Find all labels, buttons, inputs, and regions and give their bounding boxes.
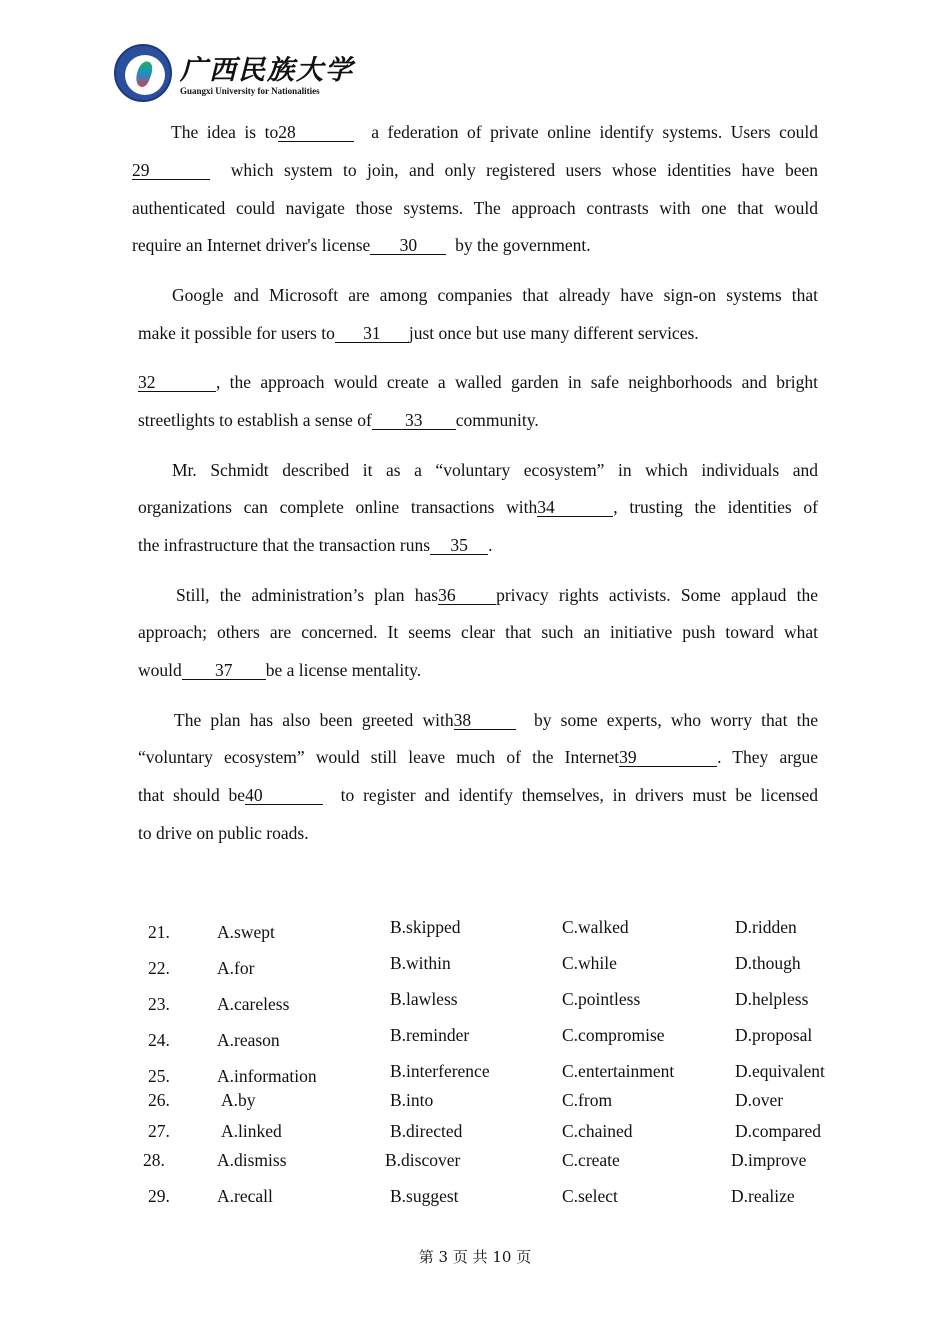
passage-text: . [488,535,493,555]
option-b: B.discover [385,1150,461,1170]
logo-english-name: Guangxi University for Nationalities [180,86,320,96]
option-d: D.over [735,1090,784,1110]
question-number: 23. [148,994,170,1014]
option-c: C.pointless [562,989,641,1009]
passage-text: , trusting the identities of [613,497,818,517]
option-c: C.chained [562,1121,633,1141]
option-c: C.while [562,953,617,973]
passage-line [138,534,492,556]
passage-text: make it possible for users to [138,323,335,343]
option-a: A.reason [217,1030,280,1050]
answer-blank: 39 [619,748,717,767]
answer-blank: 30 [370,236,446,255]
question-number: 26. [148,1090,170,1110]
option-b: B.suggest [390,1186,459,1206]
answer-blank: 35 [430,536,488,555]
option-c: C.entertainment [562,1061,675,1081]
passage-line [171,121,818,143]
passage-text: by the government. [446,235,591,255]
passage-text: The idea is to [171,122,279,142]
passage-line [132,234,591,256]
passage-text: be a license mentality. [265,660,422,680]
passage-line [138,371,818,393]
passage-line [172,459,818,481]
passage-line [138,822,309,844]
option-c: C.create [562,1150,620,1170]
option-d: D.improve [731,1150,807,1170]
option-b: B.reminder [390,1025,470,1045]
option-d: D.realize [731,1186,795,1206]
passage-text: “voluntary ecosystem” would still leave much of the Internet [138,747,620,767]
passage-text: , the approach would create a walled garden in safe neighborhoods and bright [216,372,818,392]
logo-chinese-name: 广西民族大学 [180,55,354,86]
option-b: B.within [390,953,451,973]
option-a: A.for [217,958,255,978]
passage-text: require an Internet driver's license [132,235,371,255]
option-b: B.skipped [390,917,461,937]
passage-line [138,784,818,806]
option-b: B.lawless [390,989,458,1009]
answer-blank: 36 [438,586,496,605]
question-number: 27. [148,1121,170,1141]
passage-text: . They argue [717,747,818,767]
answer-blank: 37 [182,661,266,680]
option-d: D.proposal [735,1025,813,1045]
option-a: A.information [217,1066,317,1086]
answer-blank: 29 [132,161,210,180]
question-number: 24. [148,1030,170,1050]
passage-line [138,409,539,431]
passage-text: just once but use many different services. [408,323,699,343]
answer-blank: 33 [372,411,456,430]
question-number: 25. [148,1066,170,1086]
passage-text: Still, the administration’s plan has [176,585,439,605]
passage-line [172,284,818,306]
passage-line [174,709,818,731]
passage-text: privacy rights activists. Some applaud the [496,585,818,605]
passage-text: to register and identify themselves, in drivers must be licensed [323,785,819,805]
page-number: 第 3 页 共 10 页 [418,1248,532,1266]
passage-line [176,584,818,606]
passage-line [138,496,818,518]
question-number: 22. [148,958,170,978]
option-d: D.helpless [735,989,809,1009]
university-logo [114,44,354,102]
passage-text: organizations can complete online transactions with [138,497,538,517]
passage-text: community. [455,410,539,430]
option-a: A.dismiss [217,1150,287,1170]
option-a: A.careless [217,994,290,1014]
question-number: 28. [143,1150,165,1170]
passage-text: the infrastructure that the transaction runs [138,535,431,555]
passage-text: a federation of private online identify systems. Users could [354,122,818,142]
passage-text: Google and Microsoft are among companies that already have sign-on systems that [172,285,818,305]
passage-text: to drive on public roads. [138,823,309,843]
passage-line [138,621,818,643]
answer-blank: 34 [537,498,613,517]
passage-line [138,659,421,681]
option-c: C.select [562,1186,618,1206]
passage-line [132,197,818,219]
university-seal-icon [114,44,172,102]
passage-text: which system to join, and only registered users whose identities have been [210,160,818,180]
passage-text: streetlights to establish a sense of [138,410,372,430]
passage-text: by some experts, who worry that the [515,710,818,730]
passage-text: that should be [138,785,246,805]
passage-text: Mr. Schmidt described it as a “voluntary ecosystem” in which individuals and [172,460,818,480]
option-a: A.recall [217,1186,273,1206]
answer-blank: 28 [278,123,354,142]
answer-blank: 38 [454,711,516,730]
passage-text: approach; others are concerned. It seems clear that such an initiative push toward what [138,622,818,642]
option-d: D.compared [735,1121,822,1141]
option-a: A.by [221,1090,256,1110]
question-number: 29. [148,1186,170,1206]
answer-blank: 40 [245,786,323,805]
option-c: C.walked [562,917,629,937]
passage-line [132,159,818,181]
option-d: D.ridden [735,917,797,937]
option-c: C.compromise [562,1025,665,1045]
option-c: C.from [562,1090,613,1110]
passage-text: The plan has also been greeted with [174,710,454,730]
passage-text: would [138,660,182,680]
passage-line [138,322,699,344]
answer-blank: 32 [138,373,216,392]
option-a: A.linked [221,1121,282,1141]
option-b: B.into [390,1090,434,1110]
passage-text: authenticated could navigate those systems. The approach contrasts with one that would [132,198,818,218]
question-number: 21. [148,922,170,942]
option-a: A.swept [217,922,275,942]
option-b: B.directed [390,1121,463,1141]
option-d: D.though [735,953,801,973]
passage-line [138,746,818,768]
option-b: B.interference [390,1061,490,1081]
option-d: D.equivalent [735,1061,825,1081]
answer-blank: 31 [335,324,409,343]
